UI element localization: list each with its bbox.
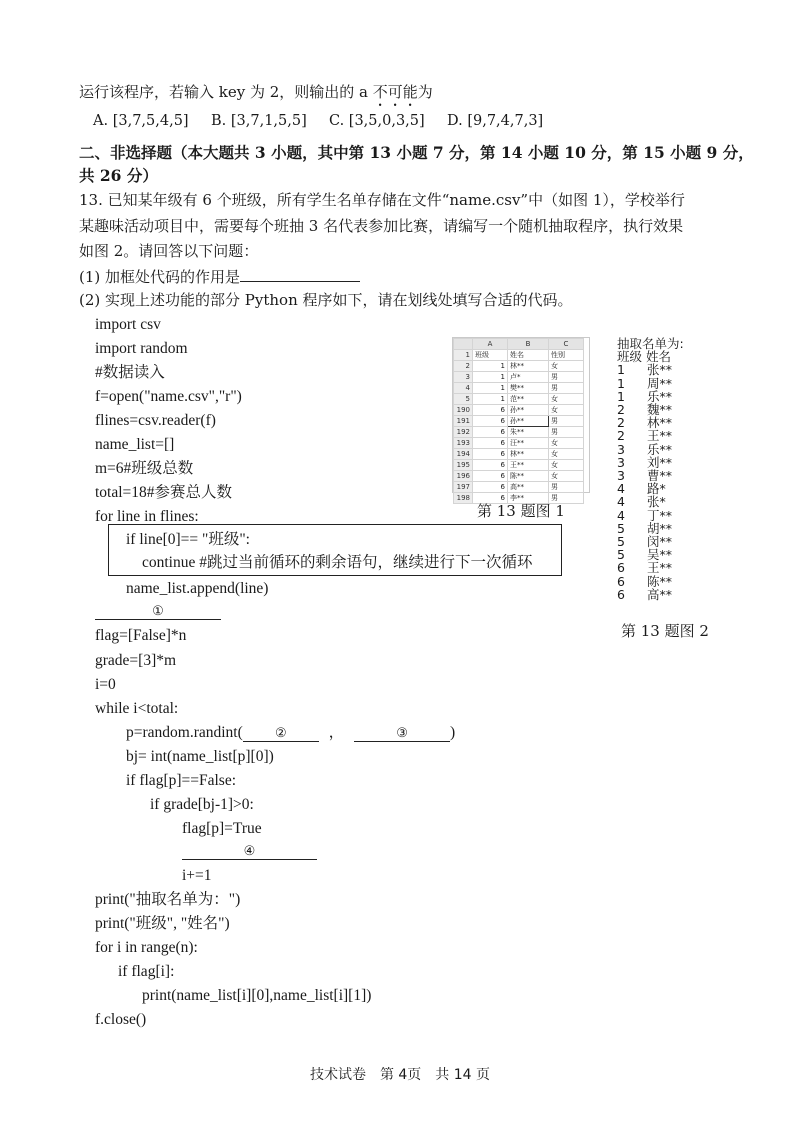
table-row: 194 6 林** 女	[454, 448, 584, 459]
code-line: grade=[3]*m	[95, 652, 177, 669]
q13-line3: 如图 2。请回答以下问题：	[79, 242, 259, 260]
code-line: print(name_list[i][0],name_list[i][1])	[142, 987, 372, 1004]
output-row: 6 高**	[617, 586, 673, 602]
code-line: f=open("name.csv","r")	[95, 388, 242, 405]
output-row: 4 路*	[617, 481, 666, 497]
code-line-randint: p=random.randint( ② ， ③ )	[126, 724, 456, 741]
code-line: name_list=[]	[95, 436, 175, 453]
code-line: #数据读入	[95, 364, 165, 381]
code-line: continue #跳过当前循环的剩余语句，继续进行下一次循环	[142, 554, 533, 571]
code-line: f.close()	[95, 1011, 147, 1028]
spreadsheet-table	[453, 338, 584, 504]
figure2-caption: 第 13 题图 2	[621, 622, 709, 640]
code-line: m=6#班级总数	[95, 460, 194, 477]
code-line: name_list.append(line)	[126, 580, 269, 597]
output-row: 2 林**	[617, 415, 673, 431]
code-line: i+=1	[182, 867, 212, 884]
table-row: 193 6 汪** 女	[454, 437, 584, 448]
output-row: 3 曹**	[617, 468, 673, 484]
section-heading	[79, 143, 754, 163]
stem-emphasis: 不可能	[372, 83, 418, 101]
table-row: 196 6 陈** 女	[454, 470, 584, 481]
output-row: 1 张**	[617, 362, 673, 378]
option-d: D. [9,7,4,7,3]	[447, 113, 544, 129]
code-line: if flag[p]==False:	[126, 772, 237, 789]
stem-suffix: 为	[417, 83, 433, 101]
code-line: while i<total:	[95, 700, 179, 717]
table-row: 198 6 李** 男	[454, 492, 584, 503]
q13-sub1: (1) 加框处代码的作用是	[79, 265, 360, 287]
answer-blank-sub1[interactable]	[240, 265, 360, 282]
output-header: 班级 姓名	[617, 349, 672, 365]
code-line: total=18#参赛总人数	[95, 484, 233, 501]
option-a: A. [3,7,5,4,5]	[93, 113, 189, 129]
q13-line1: 13. 已知某年级有 6 个班级，所有学生名单存储在文件“name.csv”中（如图 1），学校举行	[79, 191, 685, 209]
output-row: 5 胡**	[617, 520, 673, 536]
section-desc-cont: 共 26 分）	[79, 166, 158, 185]
answer-blank-1[interactable]: ①	[95, 603, 221, 620]
code-line: if grade[bj-1]>0:	[150, 796, 254, 813]
answer-blank-3[interactable]: ③	[354, 725, 450, 742]
code-line-blank1	[95, 601, 221, 621]
figure1-caption: 第 13 题图 1	[477, 502, 565, 520]
output-row: 4 丁**	[617, 507, 673, 523]
table-row: 1 班级 姓名 性别	[454, 349, 584, 360]
section-desc: （本大题共 3 小题，其中第 13 小题 7 分，第 14 小题 10 分，第 15 小题 9 分，	[172, 143, 754, 162]
output-figure	[617, 337, 684, 601]
table-row: 5 1 范** 女	[454, 393, 584, 404]
code-line: flag=[False]*n	[95, 627, 187, 644]
code-line: bj= int(name_list[p][0])	[126, 748, 274, 765]
page-footer: 技术试卷 第 4页 共 14 页	[309, 1067, 491, 1083]
output-row: 6 陈**	[617, 573, 673, 589]
spreadsheet-figure	[452, 337, 590, 502]
option-c: C. [3,5,0,3,5]	[329, 113, 425, 129]
code-line: import csv	[95, 316, 161, 333]
table-row: 192 6 朱** 男	[454, 426, 584, 437]
table-row: 4 1 樊** 男	[454, 382, 584, 393]
stem-prefix: 运行该程序，若输入 key 为 2，则输出的 a	[79, 83, 373, 101]
column-header: B	[508, 339, 549, 350]
code-line: import random	[95, 340, 188, 357]
code-line: if line[0]== "班级":	[126, 531, 250, 548]
column-header: C	[549, 339, 584, 350]
output-title: 抽取名单为:	[617, 336, 684, 351]
selected-cell: 孙**	[508, 415, 549, 426]
code-line: i=0	[95, 676, 116, 693]
q13-sub2: (2) 实现上述功能的部分 Python 程序如下，请在划线处填写合适的代码。	[79, 291, 573, 309]
section-title: 二、非选择题	[79, 143, 173, 162]
table-row: 197 6 高** 男	[454, 481, 584, 492]
answer-blank-4[interactable]: ④	[182, 843, 317, 860]
output-row: 1 周**	[617, 375, 673, 391]
output-row: 3 刘**	[617, 454, 673, 470]
output-row: 3 乐**	[617, 441, 673, 457]
code-line: for i in range(n):	[95, 939, 198, 956]
code-line: print("班级", "姓名")	[95, 915, 230, 932]
option-b: B. [3,7,1,5,5]	[211, 113, 307, 129]
table-row: 2 1 林** 女	[454, 360, 584, 371]
code-line: for line in flines:	[95, 508, 199, 525]
code-line: print("抽取名单为：")	[95, 891, 241, 908]
output-row: 2 魏**	[617, 402, 673, 418]
output-row: 5 闵**	[617, 534, 673, 550]
output-row: 1 乐**	[617, 388, 673, 404]
table-row: 191 6 孙** 男	[454, 415, 584, 426]
output-row: 2 王**	[617, 428, 673, 444]
answer-blank-2[interactable]: ②	[243, 725, 319, 742]
q13-line2: 某趣味活动项目中，需要每个班抽 3 名代表参加比赛，请编写一个随机抽取程序，执行效果	[79, 217, 684, 235]
output-row: 4 张*	[617, 494, 666, 510]
table-row: 190 6 孙** 女	[454, 404, 584, 415]
table-row: 3 1 卢* 男	[454, 371, 584, 382]
output-row: 6 王**	[617, 560, 673, 576]
code-line-blank4	[182, 841, 317, 861]
code-line: if flag[i]:	[118, 963, 175, 980]
output-row: 5 吴**	[617, 547, 673, 563]
code-line: flines=csv.reader(f)	[95, 412, 216, 429]
column-header: A	[473, 339, 508, 350]
table-row: 195 6 王** 女	[454, 459, 584, 470]
question-stem-line	[79, 82, 433, 110]
code-line: flag[p]=True	[182, 820, 262, 837]
